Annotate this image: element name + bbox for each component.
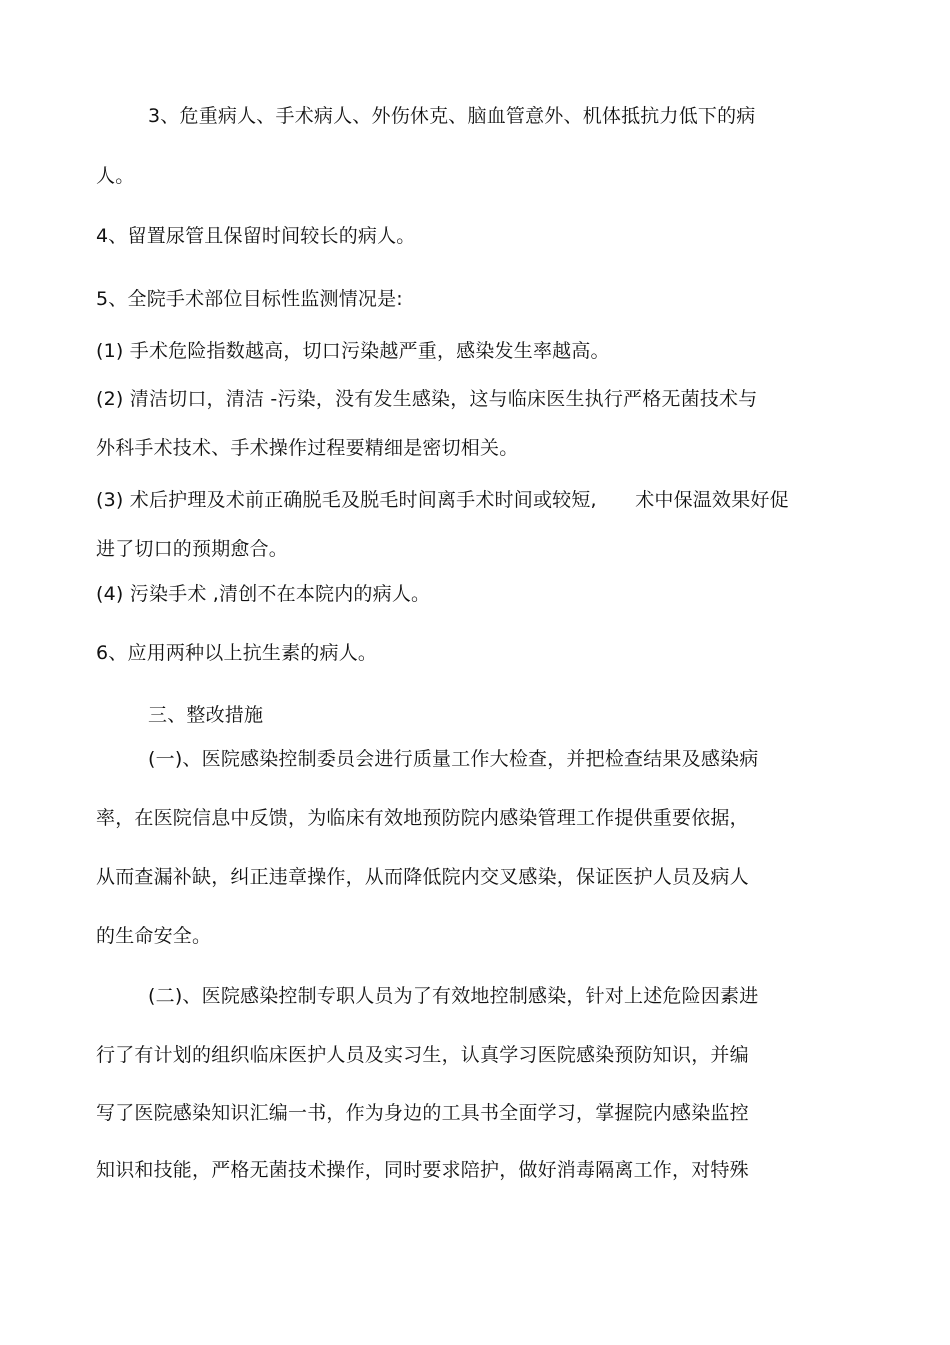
text-line-5: 5、全院手术部位目标性监测情况是: bbox=[96, 288, 403, 310]
text-para-2-line-4: 知识和技能，严格无菌技术操作，同时要求陪护，做好消毒隔离工作，对特殊 bbox=[96, 1159, 749, 1181]
text-line-6: 6、应用两种以上抗生素的病人。 bbox=[96, 642, 378, 664]
text-para-2-line-1: (二)、医院感染控制专职人员为了有效地控制感染，针对上述危险因素进 bbox=[148, 985, 759, 1007]
text-para-1-line-3: 从而查漏补缺，纠正违章操作，从而降低院内交叉感染，保证医护人员及病人 bbox=[96, 866, 749, 888]
text-line-5-2-cont: 外科手术技术、手术操作过程要精细是密切相关。 bbox=[96, 437, 519, 459]
text-line-5-3: (3) 术后护理及术前正确脱毛及脱毛时间离手术时间或较短, 术中保温效果好促 bbox=[96, 489, 789, 511]
section-heading-rectification: 三、整改措施 bbox=[148, 704, 264, 726]
text-para-1-line-4: 的生命安全。 bbox=[96, 925, 212, 947]
text-para-2-line-2: 行了有计划的组织临床医护人员及实习生，认真学习医院感染预防知识，并编 bbox=[96, 1044, 749, 1066]
text-para-2-line-3: 写了医院感染知识汇编一书，作为身边的工具书全面学习，掌握院内感染监控 bbox=[96, 1102, 749, 1124]
text-line-4: 4、留置尿管且保留时间较长的病人。 bbox=[96, 225, 416, 247]
text-line-5-2: (2) 清洁切口，清洁 -污染，没有发生感染，这与临床医生执行严格无菌技术与 bbox=[96, 388, 758, 410]
text-para-1-line-2: 率，在医院信息中反馈，为临床有效地预防院内感染管理工作提供重要依据， bbox=[96, 807, 749, 829]
text-line-5-4: (4) 污染手术 ,清创不在本院内的病人。 bbox=[96, 583, 431, 605]
text-line-5-1: (1) 手术危险指数越高，切口污染越严重，感染发生率越高。 bbox=[96, 340, 610, 362]
text-line-5-3-cont: 进了切口的预期愈合。 bbox=[96, 538, 289, 560]
text-line-3-cont: 人。 bbox=[96, 165, 135, 187]
text-line-3: 3、危重病人、手术病人、外伤休克、脑血管意外、机体抵抗力低下的病 bbox=[148, 105, 756, 127]
text-para-1-line-1: (一)、医院感染控制委员会进行质量工作大检查，并把检查结果及感染病 bbox=[148, 748, 759, 770]
